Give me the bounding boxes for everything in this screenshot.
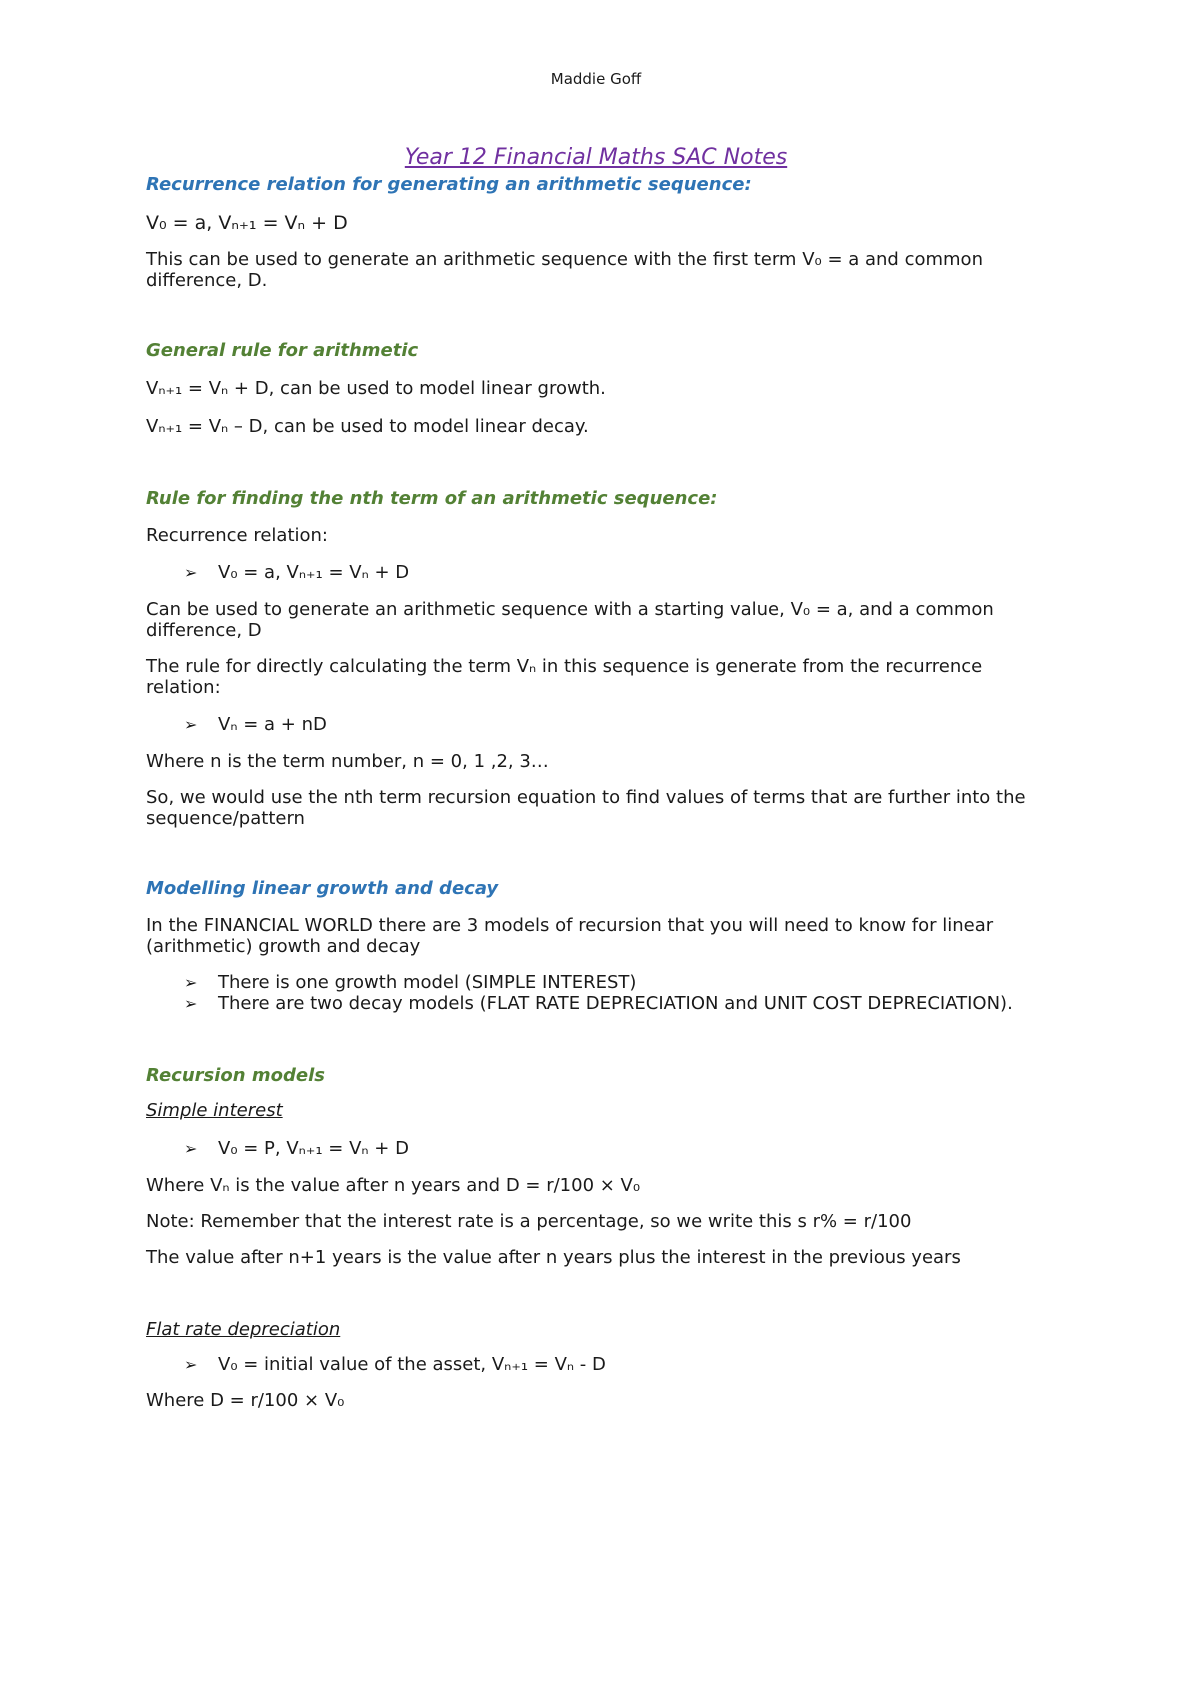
paragraph-line: difference, D — [146, 620, 262, 641]
paragraph-line: sequence/pattern — [146, 808, 305, 829]
arrowhead-bullet-icon: ➢ — [184, 973, 198, 992]
arrowhead-bullet-icon: ➢ — [184, 715, 198, 734]
bullet-text: There are two decay models (FLAT RATE DEPRECIATION and UNIT COST DEPRECIATION). — [218, 993, 1013, 1014]
paragraph-line: Where D = r/100 × V₀ — [146, 1390, 345, 1411]
list-item — [184, 972, 636, 994]
bullet-text: Vₙ = a + nD — [218, 714, 327, 735]
document-title: Year 12 Financial Maths SAC Notes — [404, 145, 788, 170]
paragraph-line: Can be used to generate an arithmetic sequence with a starting value, V₀ = a, and a common — [146, 599, 994, 620]
paragraph-line: The value after n+1 years is the value after n years plus the interest in the previous years — [146, 1247, 961, 1268]
formula-recurrence: V₀ = a, Vₙ₊₁ = Vₙ + D — [146, 212, 348, 234]
list-item — [184, 714, 327, 736]
list-item — [184, 562, 409, 584]
section-heading-nth-term: Rule for finding the nth term of an arithmetic sequence: — [146, 488, 718, 509]
paragraph-line: The rule for directly calculating the term Vₙ in this sequence is generate from the recurrence — [146, 656, 983, 677]
paragraph-line: Where n is the term number, n = 0, 1 ,2, 3… — [146, 751, 549, 772]
growth-rule: Vₙ₊₁ = Vₙ + D, can be used to model linear growth. — [146, 378, 606, 399]
paragraph-line: Where Vₙ is the value after n years and D = r/100 × V₀ — [146, 1175, 641, 1196]
paragraph-line: relation: — [146, 677, 221, 698]
paragraph-line: This can be used to generate an arithmetic sequence with the first term V₀ = a and common — [146, 249, 983, 270]
paragraph-line: (arithmetic) growth and decay — [146, 936, 421, 957]
decay-rule: Vₙ₊₁ = Vₙ – D, can be used to model linear decay. — [146, 416, 589, 437]
paragraph-line: difference, D. — [146, 270, 268, 291]
paragraph-line: In the FINANCIAL WORLD there are 3 models of recursion that you will need to know for linear — [146, 915, 994, 936]
arrowhead-bullet-icon: ➢ — [184, 563, 198, 582]
page-header-author: Maddie Goff — [550, 70, 642, 88]
arrowhead-bullet-icon: ➢ — [184, 1139, 198, 1158]
bullet-text: V₀ = initial value of the asset, Vₙ₊₁ = Vₙ - D — [218, 1354, 606, 1375]
list-item — [184, 1354, 606, 1376]
bullet-text: There is one growth model (SIMPLE INTEREST) — [218, 972, 637, 993]
section-heading-linear-models: Modelling linear growth and decay — [146, 878, 499, 899]
subheading-simple-interest: Simple interest — [146, 1100, 283, 1121]
recurrence-label: Recurrence relation: — [146, 525, 328, 546]
list-item — [184, 1138, 409, 1160]
bullet-text: V₀ = a, Vₙ₊₁ = Vₙ + D — [218, 562, 410, 583]
arrowhead-bullet-icon: ➢ — [184, 994, 198, 1013]
list-item — [184, 993, 1013, 1015]
paragraph-line: Note: Remember that the interest rate is a percentage, so we write this s r% = r/100 — [146, 1211, 912, 1232]
arrowhead-bullet-icon: ➢ — [184, 1355, 198, 1374]
subheading-flat-rate: Flat rate depreciation — [146, 1319, 341, 1340]
section-heading-general-rule: General rule for arithmetic — [146, 340, 419, 361]
paragraph-line: So, we would use the nth term recursion equation to find values of terms that are further into the — [146, 787, 1026, 808]
section-heading-recursion-models: Recursion models — [146, 1065, 325, 1086]
section-heading-recurrence: Recurrence relation for generating an arithmetic sequence: — [146, 174, 752, 195]
bullet-text: V₀ = P, Vₙ₊₁ = Vₙ + D — [218, 1138, 409, 1159]
